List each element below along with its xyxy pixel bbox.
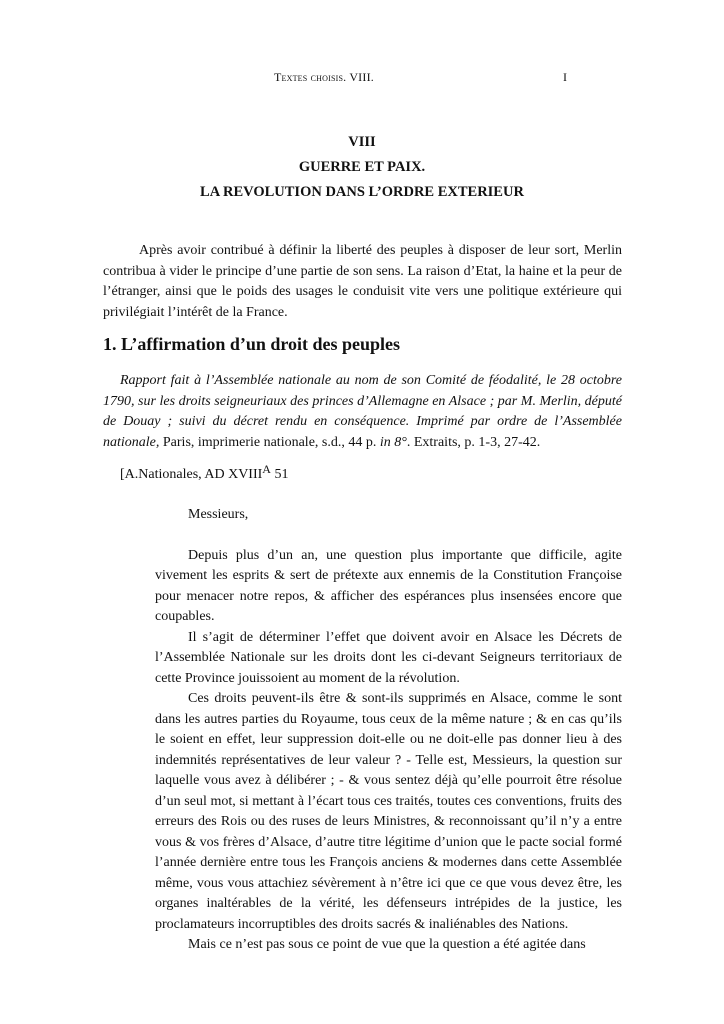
chapter-number: VIII xyxy=(348,134,376,150)
archive-ref: [A.Nationales, AD XVIII xyxy=(120,467,263,482)
quoted-report xyxy=(155,505,622,956)
section-heading: 1. L’affirmation d’un droit des peuples xyxy=(103,334,401,354)
salutation: Messieurs, xyxy=(188,507,249,522)
page-number: I xyxy=(563,70,567,84)
chapter-heading xyxy=(0,130,724,205)
running-title: Textes choisis. VIII. xyxy=(274,70,374,84)
intro-paragraph: Après avoir contribué à définir la liberté des peuples à disposer de leur sort, Merlin contribua à vider le principe d’une partie de son sens. La raison d’Etat, la haine et la peur de l’étranger, ainsi que le poids des usages le conduisit vite vers une politique extérieure qui privilégiait l’intérêt de la France. xyxy=(103,243,622,320)
source-publisher: Paris, imprimerie nationale, s.d., 44 p. xyxy=(159,434,380,450)
quote-paragraph: Depuis plus d’un an, une question plus importante que difficile, agite vivement les esprits & sert de prétexte aux ennemis de la Constitution Françoise pour menacer notre repos, & afficher des espérances plus insensées encore que coupables. xyxy=(155,547,622,624)
source-extracts: . Extraits, p. 1-3, 27-42. xyxy=(406,434,541,450)
source-citation xyxy=(103,371,622,453)
source-title: Rapport fait à l’Assemblée nationale au nom de son Comité de féodalité, le 28 octobre 1790, sur les droits seigneuriaux des princes d’Allemagne en Alsace ; par M. Merlin, député de Douay ; suivi du décret rendu en conséquence. Imprimé par ordre de l’Assemblée nationale, xyxy=(103,373,622,450)
archive-sup: A xyxy=(262,462,271,476)
chapter-title: GUERRE ET PAIX. xyxy=(298,159,426,175)
quote-paragraph: Il s’agit de déterminer l’effet que doivent avoir en Alsace les Décrets de l’Assemblée Nationale sur les droits dont les ci-devant Seigneurs territoriaux de cette Province jouissoient au moment de la révolution. xyxy=(155,629,622,686)
archive-num: 51 xyxy=(270,467,289,482)
archive-reference xyxy=(120,462,289,483)
chapter-subtitle: LA REVOLUTION DANS L’ORDRE EXTERIEUR xyxy=(200,184,524,200)
source-format: in 8° xyxy=(379,434,407,450)
running-header xyxy=(0,70,724,90)
quote-paragraph: Ces droits peuvent-ils être & sont-ils supprimés en Alsace, comme le sont dans les autres parties du Royaume, tous ceux de la même nature ; & en cas qu’ils le soient en effet, leur suppression doit-elle ou ne doit-elle pas donner lieu à des indemnités représentatives de leur valeur ? - Telle est, Messieurs, la question sur laquelle vous avez à délibérer ; - & vous sentez déjà qu’elle pourroit être résolue d’un seul mot, si mettant à l’écart tous ces traités, toutes ces conventions, fruits des erreurs des Rois ou des ruses de leurs Ministres, & reconnoissant qu’il n’y a entre vous & vos frères d’Alsace, d’autre titre légitime d’union que le pacte social formé l’année dernière entre tous les François anciens & modernes dans cette Assemblée même, vous vous attachiez sévèrement à n’être ici que ce que vous devez être, les organes inaltérables de la vérité, les défenseurs intrépides de la justice, les proclamateurs incorruptibles des droits sacrés & inaliénables des Nations. xyxy=(155,691,622,932)
quote-paragraph: Mais ce n’est pas sous ce point de vue que la question a été agitée dans xyxy=(188,937,586,952)
